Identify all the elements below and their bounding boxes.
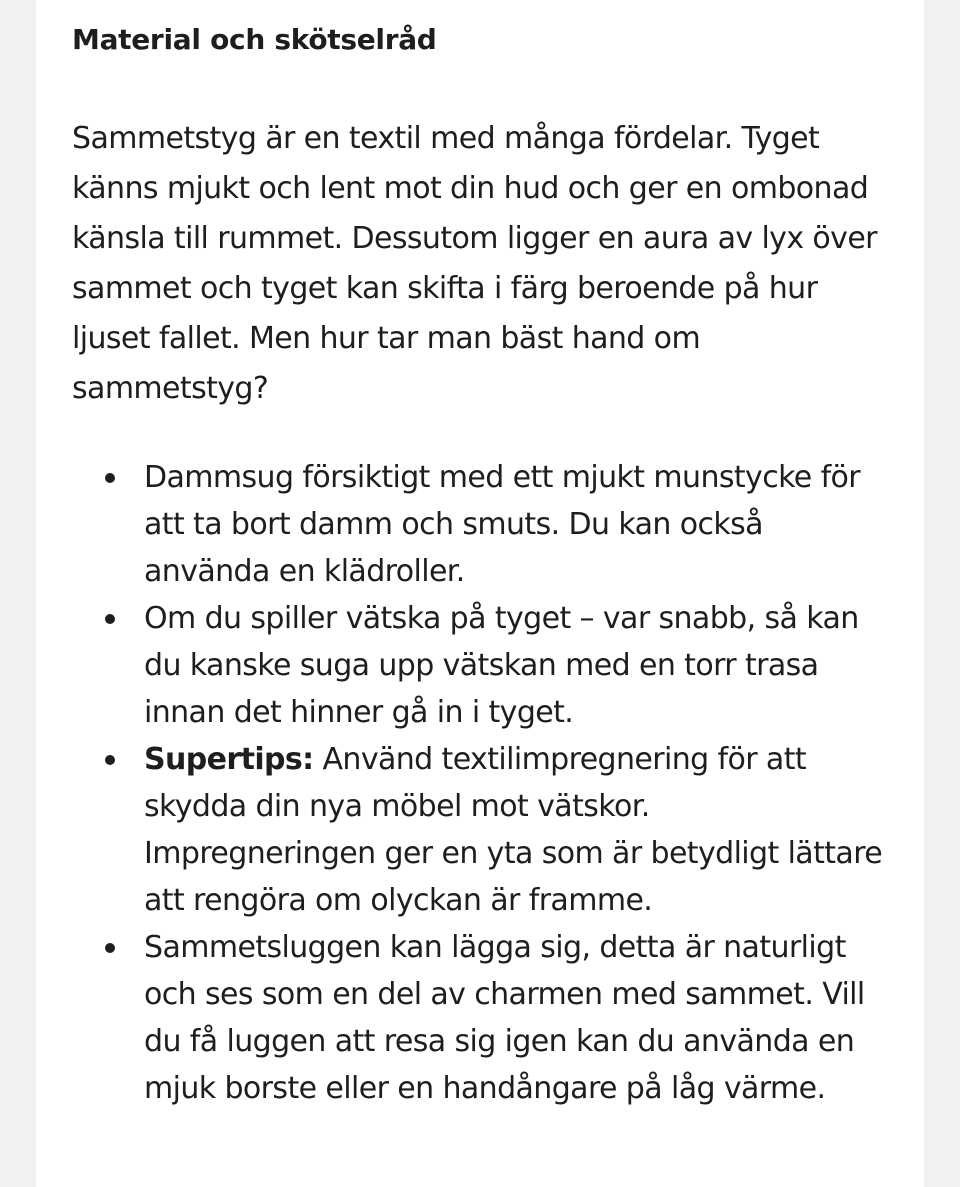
list-item: [72, 595, 884, 736]
list-item-text: Om du spiller vätska på tyget – var snabb, så kan du kanske suga upp vätskan med en torr trasa innan det hinner gå in i tyget.: [144, 601, 859, 730]
list-item-text: Sammetsluggen kan lägga sig, detta är naturligt och ses som en del av charmen med sammet. Vill du få luggen att resa sig igen kan du använda en mjuk borste eller en handångare på låg värme.: [144, 930, 865, 1106]
intro-paragraph: Sammetstyg är en textil med många fördelar. Tyget känns mjukt och lent mot din hud och ger en ombonad känsla till rummet. Dessutom ligger en aura av lyx över sammet och tyget kan skifta i färg beroende på hur ljuset fallet. Men hur tar man bäst hand om sammetstyg?: [72, 121, 877, 406]
care-tips-list: [72, 454, 888, 1112]
bullet-icon: [105, 943, 115, 953]
list-item: [72, 454, 884, 595]
list-item-text: Använd textilimpregnering för att skydda din nya möbel mot vätskor. Impregneringen ger en yta som är betydligt lättare att rengöra om olyckan är framme.: [144, 742, 883, 918]
section-heading: Material och skötselråd: [72, 23, 437, 56]
list-item: [72, 736, 884, 924]
list-item: [72, 924, 884, 1112]
list-item-text: Dammsug försiktigt med ett mjukt munstycke för att ta bort damm och smuts. Du kan också använda en klädroller.: [144, 460, 861, 589]
bullet-icon: [105, 755, 115, 765]
bullet-icon: [105, 614, 115, 624]
bullet-icon: [105, 473, 115, 483]
supertips-label: Supertips:: [144, 742, 314, 777]
content-card: [36, 0, 924, 1187]
